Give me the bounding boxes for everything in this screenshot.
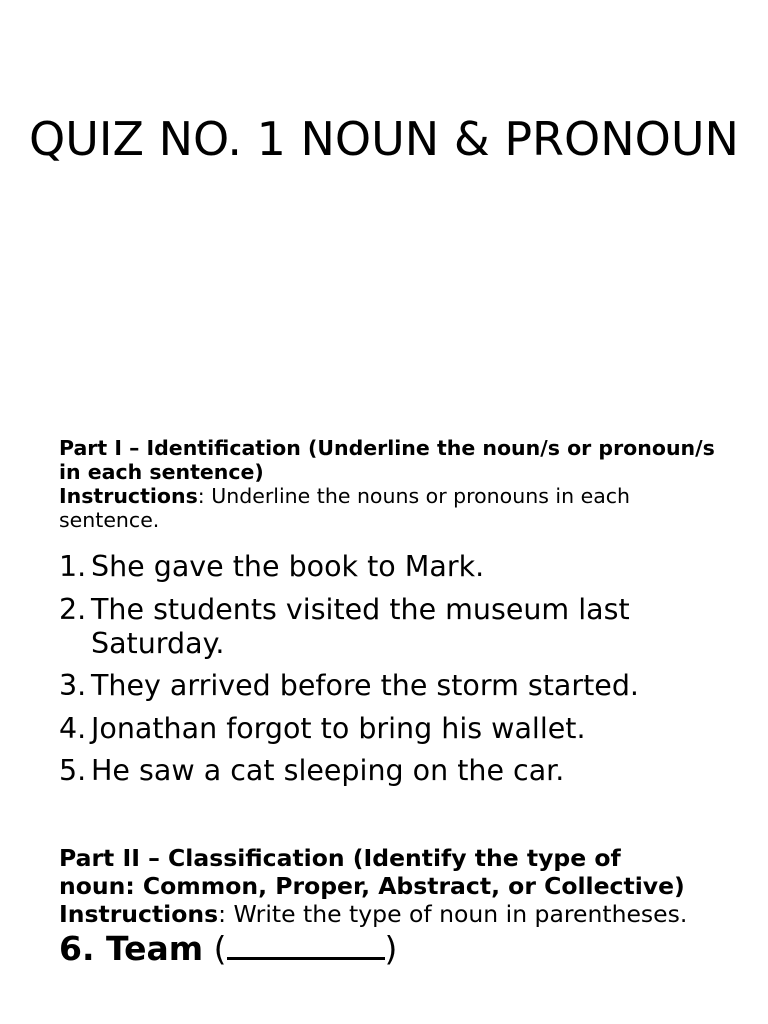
item-number: 3.: [59, 669, 87, 702]
question-6-open-paren: (: [203, 929, 227, 968]
question-6-label: 6. Team: [59, 929, 204, 968]
item-number: 2.: [59, 592, 87, 626]
question-6: [59, 929, 699, 967]
item-number: 5.: [59, 754, 87, 787]
part-1-heading: Part I – Identification (Underline the noun/s or pronoun/s in each sentence): [59, 436, 715, 484]
part-1-instructions-text: : Underline the nouns or pronouns in each sentence.: [59, 484, 631, 532]
part-1-section: [59, 436, 719, 532]
part-1-instructions: [59, 484, 719, 532]
part-2-section: [59, 844, 699, 967]
item-text: The students visited the museum last Saturday.: [91, 592, 630, 660]
part-2-instructions-label: Instructions: [59, 900, 219, 928]
item-number: 1.: [59, 550, 87, 583]
identification-list: [59, 550, 739, 797]
part-2-viewport: [0, 844, 768, 1024]
item-text: Jonathan forgot to bring his wallet.: [91, 711, 586, 745]
question-6-close-paren: ): [384, 929, 398, 968]
part-2-heading: Part II – Classification (Identify the type of noun: Common, Proper, Abstract, or Collective): [59, 844, 685, 900]
part-2-instructions: [59, 900, 699, 928]
page-title: QUIZ NO. 1 NOUN & PRONOUN: [29, 112, 739, 166]
item-text: They arrived before the storm started.: [91, 669, 639, 702]
part-1-instructions-label: Instructions: [59, 484, 198, 508]
list-item: [59, 712, 739, 746]
list-item: [59, 669, 739, 703]
list-item: [59, 550, 739, 584]
part-2-instructions-text: : Write the type of noun in parentheses.: [218, 900, 688, 928]
item-number: 4.: [59, 711, 87, 745]
item-text: She gave the book to Mark.: [91, 550, 485, 583]
list-item: [59, 593, 739, 661]
list-item: [59, 754, 739, 788]
item-text: He saw a cat sleeping on the car.: [91, 754, 565, 787]
answer-blank[interactable]: [227, 929, 385, 960]
